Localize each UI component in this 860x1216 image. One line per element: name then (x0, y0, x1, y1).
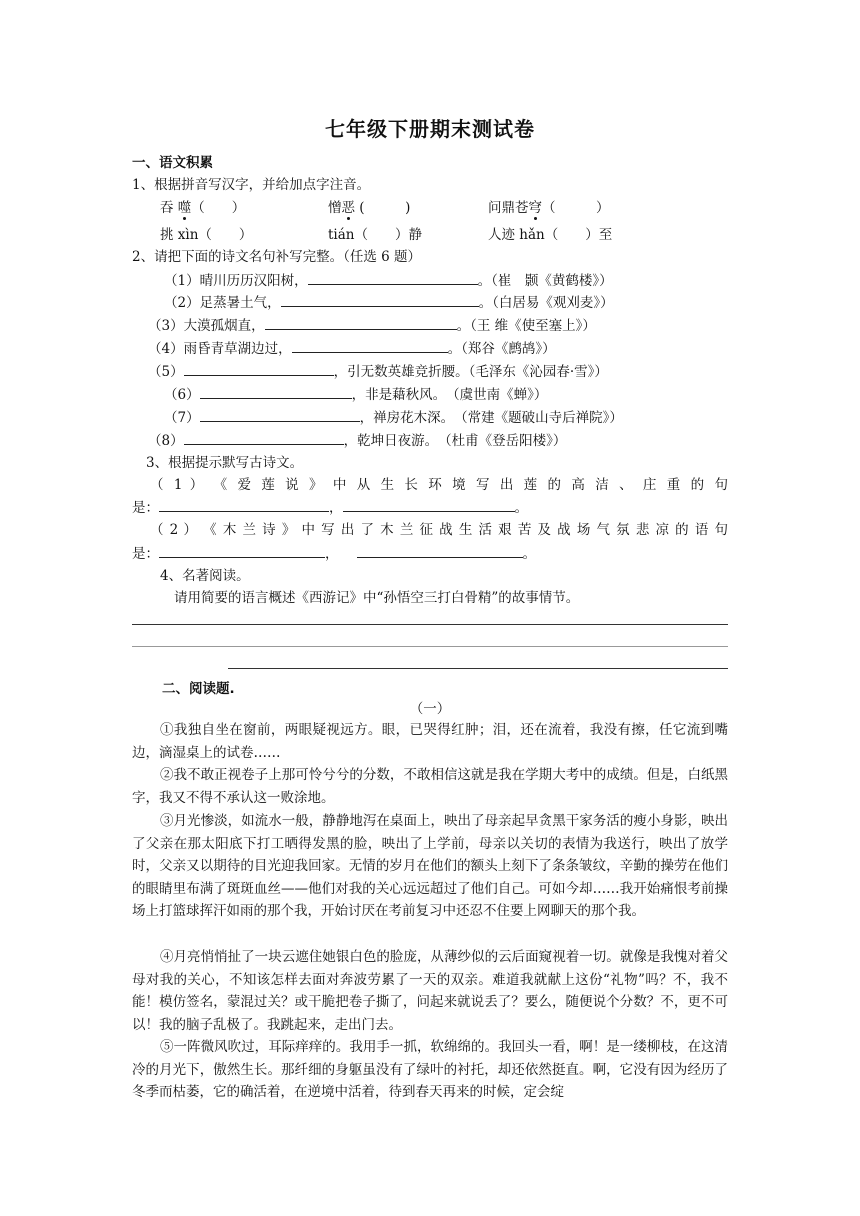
question-4: 4、名著阅读。 (160, 568, 250, 584)
pinyin-item-tian: tián（ ）静 (328, 227, 422, 243)
pinyin-item-han: 人迹 hǎn（ ）至 (488, 227, 613, 243)
question-4-prompt: 请用简要的语言概述《西游记》中“孙悟空三打白骨精”的故事情节。 (174, 590, 580, 606)
question-3: 3、根据提示默写古诗文。 (146, 455, 304, 471)
reading-paragraph-4: ④月亮悄悄扯了一块云遮住她银白色的脸庞，从薄纱似的云后面窥视着一切。就像是我愧对着父母对我的关心，不知该怎样去面对奔波劳累了一天的双亲。难道我就献上这份“礼物”吗？不，我不能！模仿签名，蒙混过关？或干脆把卷子撕了，问起来就说丢了？要么，随便说个分数？不，更不可以！我的脑子乱极了。我跳起来，走出门去。 (132, 949, 728, 1033)
answer-blank[interactable] (184, 362, 334, 376)
answer-blank[interactable] (308, 271, 478, 285)
reading-paragraph-1: ①我独自坐在窗前，两眼疑视远方。眼，已哭得红肿；泪，还在流着，我没有擦，任它流到嘴边，滴湿桌上的试卷…… (132, 722, 728, 761)
reading-paragraph-2: ②我不敢正视卷子上那可怜兮兮的分数，不敢相信这就是我在学期大考中的成绩。但是，白纸黑字，我又不得不承认这一败涂地。 (132, 767, 728, 806)
answer-blank[interactable] (292, 339, 448, 353)
answer-blank[interactable] (184, 431, 344, 445)
poem-line-8: （8） ，乾坤日夜游。 （杜甫《登岳阳楼》） (148, 433, 567, 449)
dotted-char: 恶 (341, 200, 355, 216)
answer-blank[interactable] (200, 385, 352, 399)
answer-line[interactable] (228, 668, 728, 669)
section-heading-accumulation: 一、语文积累 (132, 155, 213, 171)
answer-blank[interactable] (159, 498, 329, 512)
answer-blank[interactable] (159, 544, 325, 558)
question-1: 1、根据拼音写汉字，并给加点字注音。 (132, 177, 371, 193)
answer-blank[interactable] (265, 316, 457, 330)
poem-line-1: （1）晴川历历汉阳树， 。（崔 颢《黄鹤楼》） (164, 273, 613, 289)
answer-line[interactable] (132, 624, 728, 625)
section-heading-reading: 二、阅读题. (162, 681, 235, 697)
pinyin-item-cangqiong: 问鼎苍穹（ ） (488, 200, 610, 216)
answer-line[interactable] (132, 646, 728, 647)
answer-blank[interactable] (200, 408, 360, 422)
question-3-1-answer: 是： ， 。 (132, 500, 528, 516)
dotted-char: 穹 (528, 200, 542, 216)
question-3-1: （ 1 ） 《 爱 莲 说 》 中 从 生 长 环 境 写 出 莲 的 高 洁 、 庄 重 的 句 (150, 477, 728, 493)
page-title: 七年级下册期末测试卷 (325, 117, 535, 141)
dotted-char: 噬 (177, 200, 192, 216)
poem-line-2: （2）足蒸暑土气， 。（白居易《观刈麦》） (164, 295, 614, 311)
question-3-2-answer: 是： ， 。 (132, 546, 536, 562)
reading-part-label: （一） (409, 701, 451, 717)
question-3-2: （ 2 ） 《 木 兰 诗 》 中 写 出 了 木 兰 征 战 生 活 艰 苦 及 战 场 气 氛 悲 凉 的 语 句 (150, 522, 728, 538)
pinyin-item-tunshi: 吞 噬（ ） (160, 200, 246, 216)
question-2: 2、请把下面的诗文名句补写完整。（任选 6 题） (132, 249, 422, 265)
poem-line-6: （6） ，非是藉秋风。 （虞世南《蝉》） (164, 387, 548, 403)
poem-line-5: （5） ，引无数英雄竞折腰。（毛泽东《沁园春·雪》） (148, 364, 608, 380)
poem-line-7: （7） ，禅房花木深。 （常建《题破山寺后禅院》） (164, 410, 623, 426)
poem-line-4: （4）雨昏青草湖边过， 。（郑谷《鹧鸪》） (148, 341, 556, 357)
pinyin-item-xin: 挑 xìn（ ） (160, 227, 253, 243)
reading-paragraph-3: ③月光惨淡，如流水一般，静静地泻在桌面上，映出了母亲起早贪黑干家务活的瘦小身影，映出了父亲在那太阳底下打工晒得发黑的脸，映出了上学前，母亲以关切的表情为我送行，映出了放学时，父亲又以期待的目光迎我回家。无情的岁月在他们的额头上刻下了条条皱纹，辛勤的操劳在他们的眼睛里布满了斑斑血丝——他们对我的关心远远超过了他们自己。可如今却……我开始痛恨考前操场上打篮球挥汗如雨的那个我，开始讨厌在考前复习中还忍不住要上网聊天的那个我。 (132, 813, 728, 920)
answer-blank[interactable] (357, 544, 523, 558)
answer-blank[interactable] (343, 498, 515, 512)
poem-line-3: （3）大漠孤烟直， 。（王 维《使至塞上》） (148, 318, 596, 334)
answer-blank[interactable] (281, 293, 479, 307)
reading-paragraph-5: ⑤一阵微风吹过，耳际痒痒的。我用手一抓，软绵绵的。我回头一看，啊！是一缕柳枝，在这清冷的月光下，傲然生长。那纤细的身躯虽没有了绿叶的衬托，却还依然挺直。啊，它没有因为经历了冬季而枯萎，它的确活着，在逆境中活着，待到春天再来的时候，定会绽 (132, 1039, 728, 1101)
pinyin-item-zengwu: 憎恶 ( ) (328, 200, 411, 216)
